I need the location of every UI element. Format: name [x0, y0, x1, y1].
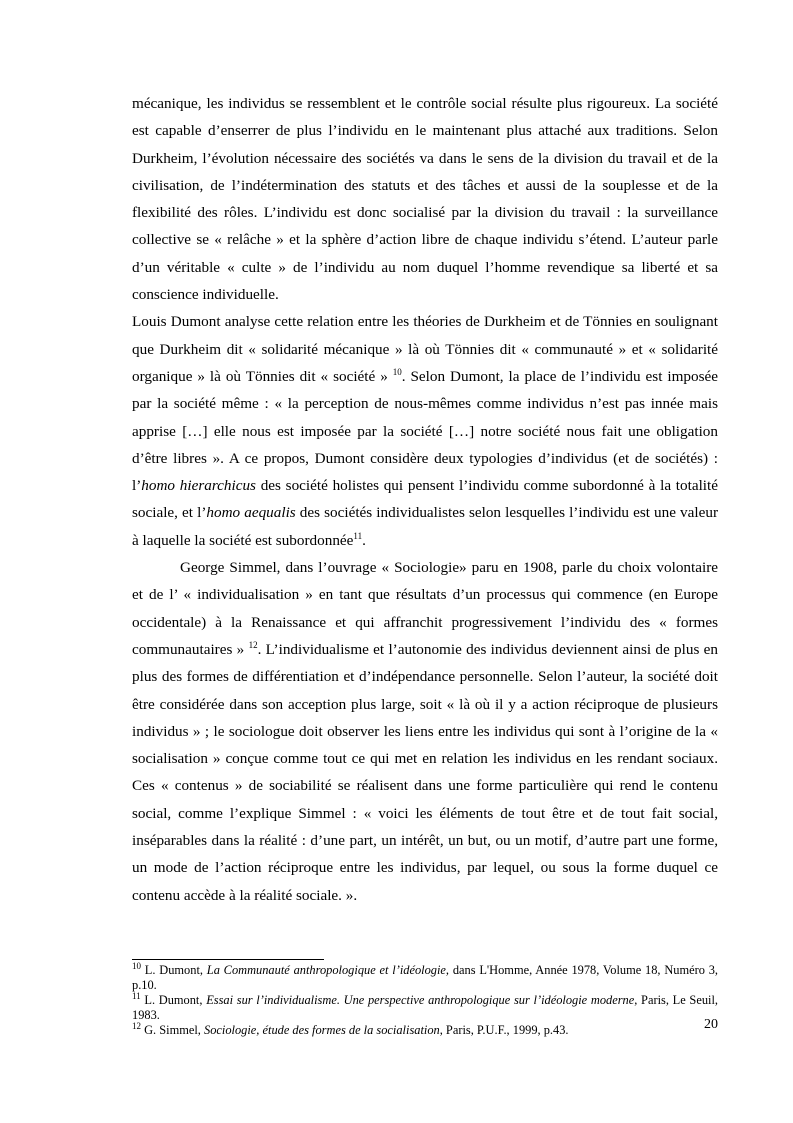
italic-text: homo hierarchicus [141, 477, 256, 495]
text-run: L. Dumont, [141, 963, 207, 977]
footnote-number: 11 [132, 990, 141, 1001]
footnote-number: 12 [132, 1020, 141, 1031]
text-run: G. Simmel, [141, 1023, 204, 1037]
text-run: . Selon Dumont, la place de l’individu est imposée par la société même : « la perception de nous-mêmes comme individus n’est pas innée mais apprise […] elle nous est imposée par la société […] notre société nous fait une obligation d’être libres ». A ce propos, Dumont considère deux typologies d’individus (et de sociétés) : l’ [132, 367, 718, 495]
paragraph [132, 308, 718, 554]
text-run: . [362, 531, 366, 549]
footnote-ref: 12 [248, 639, 258, 650]
footnote-number: 10 [132, 960, 141, 971]
text-run: , Paris, P.U.F., 1999, p.43. [439, 1023, 569, 1037]
footnote-ref: 11 [353, 530, 363, 541]
footnote [132, 990, 718, 1023]
text-run: des sociétés individualistes selon lesquelles l’individu est une valeur à laquelle la société est subordonnée [132, 504, 719, 549]
text-run: des société holistes qui pensent l’individu comme subordonné à la totalité sociale, et l’ [132, 477, 718, 522]
text-run: , Paris, Le Seuil, 1983. [132, 993, 718, 1022]
paragraph [132, 554, 718, 909]
text-run: Louis Dumont analyse cette relation entre les théories de Durkheim et de Tönnies en soulignant que Durkheim dit « solidarité mécanique » là où Tönnies dit « communauté » et « solidarité organique » là où Tönnies dit « société » [132, 313, 718, 385]
footnote-ref: 10 [392, 366, 402, 377]
text-run: . L’individualisme et l’autonomie des individus deviennent ainsi de plus en plus des formes de différentiation et d’indépendance personnelle. Selon l’auteur, la société doit être considérée dans son acception plus large, soit « là où il y a action réciproque de plusieurs individus » ; le sociologue doit observer les liens entre les individus qui sont à l’origine de la « socialisation » conçue comme tout ce qui met en relation les individus en les rendant sociaux. Ces « contenus » de sociabilité se réalisent dans une forme particulière qui rend le contenu social, comme l’explique Simmel : « voici les éléments de tout être et de tout fait social, inséparables dans la réalité : d’une part, un intérêt, un but, ou un motif, d’autre part une forme, un mode de l’action réciproque entre les individus, par lequel, ou sous la forme duquel ce contenu accède à la réalité sociale. ». [132, 640, 718, 904]
italic-text: La Communauté anthropologique et l’idéologie, [206, 963, 450, 977]
page-number: 20 [704, 1017, 718, 1032]
text-run: L. Dumont, [140, 993, 207, 1007]
footnote [132, 1020, 718, 1038]
footnote [132, 960, 719, 993]
footnotes [132, 960, 719, 1038]
paragraph [132, 90, 718, 308]
italic-text: homo aequalis [206, 504, 296, 522]
text-run: dans L'Homme, Année 1978, Volume 18, Numéro 3, p.10. [132, 963, 719, 992]
italic-text: Sociologie, étude des formes de la socialisation [204, 1023, 440, 1037]
footnote-separator [132, 959, 324, 960]
italic-text: Essai sur l’individualisme. Une perspective anthropologique sur l’idéologie moderne [206, 993, 635, 1007]
text-run: mécanique, les individus se ressemblent et le contrôle social résulte plus rigoureux. La société est capable d’enserrer de plus l’individu en le maintenant plus attaché aux traditions. Selon Durkheim, l’évolution nécessaire des sociétés va dans le sens de la division du travail et de la civilisation, de l’indétermination des statuts et des tâches et aussi de la souplesse et de la flexibilité des rôles. L’individu est donc socialisé par la division du travail : la surveillance collective se « relâche » et la sphère d’action libre de chaque individu s’étend. L’auteur parle d’un véritable « culte » de l’individu au nom duquel l’homme revendique sa liberté et sa conscience individuelle. [132, 95, 718, 304]
text-run: George Simmel, dans l’ouvrage « Sociologie» paru en 1908, parle du choix volontaire et de l’ « individualisation » en tant que résultats d’un processus qui commence (en Europe occidentale) à la Renaissance et qui affranchit progressivement l’individu des « formes communautaires » [132, 559, 718, 658]
body-text [132, 90, 718, 909]
